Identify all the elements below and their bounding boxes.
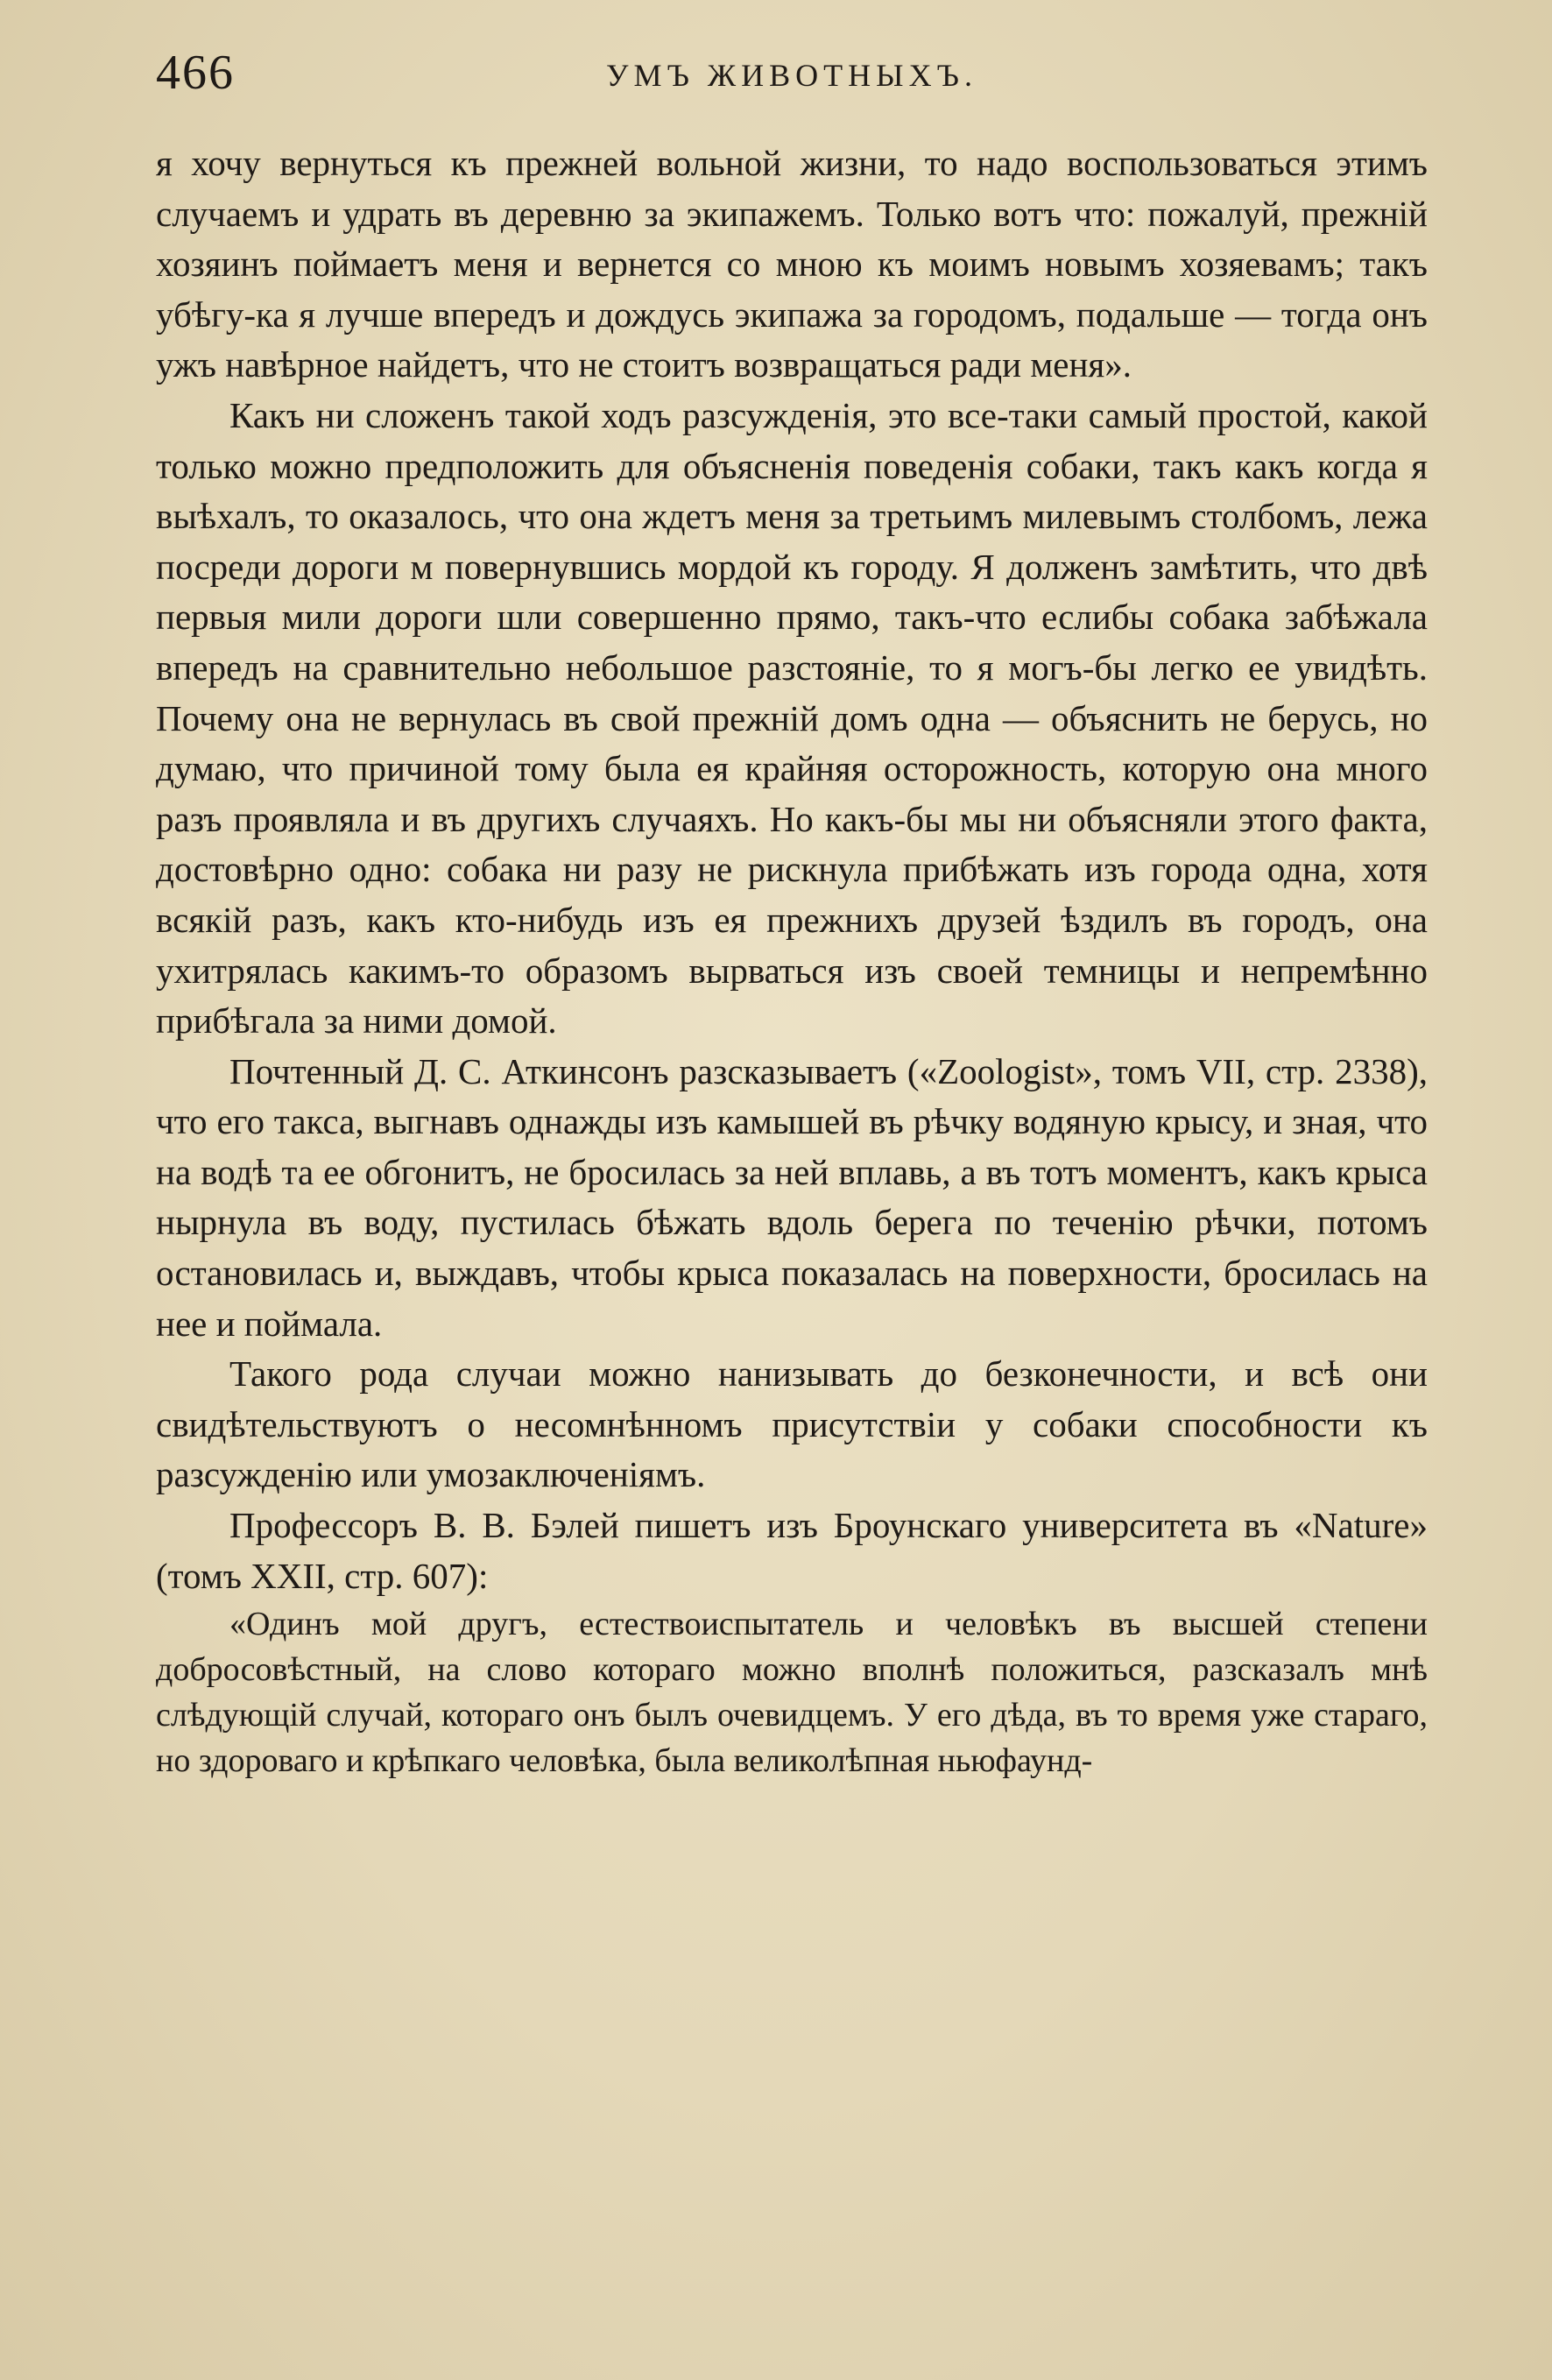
running-head: УМЪ ЖИВОТНЫХЪ. (606, 58, 977, 93)
quoted-paragraph: «Одинъ мой другъ, естествоиспытатель и человѣкъ въ высшей степени добросовѣстный, на слово котораго можно вполнѣ положиться, разсказалъ мнѣ слѣдующій случай, котораго онъ былъ очевидцемъ. У его дѣда, въ то время уже стараго, но здороваго и крѣпкаго человѣка, была великолѣпная ньюфаунд- (156, 1606, 1428, 1780)
page-body (156, 138, 1428, 1783)
page-number: 466 (156, 46, 235, 100)
paragraph: Какъ ни сложенъ такой ходъ разсужденія, это все-таки самый простой, какой только можно предположить для объясненія поведенія собаки, такъ какъ когда я выѣхалъ, то оказалось, что она ждетъ меня за третьимъ милевымъ столбомъ, лежа посреди дороги м повернувшись мордой къ городу. Я долженъ замѣтить, что двѣ первыя мили дороги шли совершенно прямо, такъ-что еслибы собака забѣжала впередъ на сравнительно небольшое разстояніе, то я могъ-бы легко ее увидѣть. Почему она не вернулась въ свой прежній домъ одна — объяснить не берусь, но думаю, что причиной тому была ея крайняя осторожность, которую она много разъ проявляла и въ другихъ случаяхъ. Но какъ-бы мы ни объясняли этого факта, достовѣрно одно: собака ни разу не рискнула прибѣжать изъ города одна, хотя всякій разъ, какъ кто-нибудь изъ ея прежнихъ друзей ѣздилъ въ городъ, она ухитрялась какимъ-то образомъ вырваться изъ своей темницы и непремѣнно прибѣгала за ними домой. (156, 394, 1428, 1042)
page-content (156, 42, 1428, 1783)
paragraph-continuation: я хочу вернуться къ прежней вольной жизни, то надо воспользоваться этимъ случаемъ и удрать въ деревню за экипажемъ. Только вотъ что: пожалуй, прежній хозяинъ поймаетъ меня и вернется со мною къ моимъ новымъ хозяевамъ; такъ убѣгу-ка я лучше впередъ и дождусь экипажа за городомъ, подальше — тогда онъ ужъ навѣрное найдетъ, что не стоитъ возвращаться ради меня». (156, 143, 1428, 385)
page-header (156, 42, 1428, 138)
paragraph: Такого рода случаи можно нанизывать до безконечности, и всѣ они свидѣтельствуютъ о несомнѣнномъ присутствіи у собаки способности къ разсужденію или умозаключеніямъ. (156, 1353, 1428, 1495)
paragraph: Профессоръ В. В. Бэлей пишетъ изъ Броунскаго университета въ «Nature» (томъ XXII, стр. 607): (156, 1505, 1428, 1596)
paragraph: Почтенный Д. С. Аткинсонъ разсказываетъ («Zoologist», томъ VII, стр. 2338), что его такса, выгнавъ однажды изъ камышей въ рѣчку водяную крысу, и зная, что на водѣ та ее обгонитъ, не бросилась за ней вплавь, а въ тотъ моментъ, какъ крыса нырнула въ воду, пустилась бѣжать вдоль берега по теченію рѣчки, потомъ остановилась и, выждавъ, чтобы крыса показалась на поверхности, бросилась на нее и поймала. (156, 1050, 1428, 1344)
